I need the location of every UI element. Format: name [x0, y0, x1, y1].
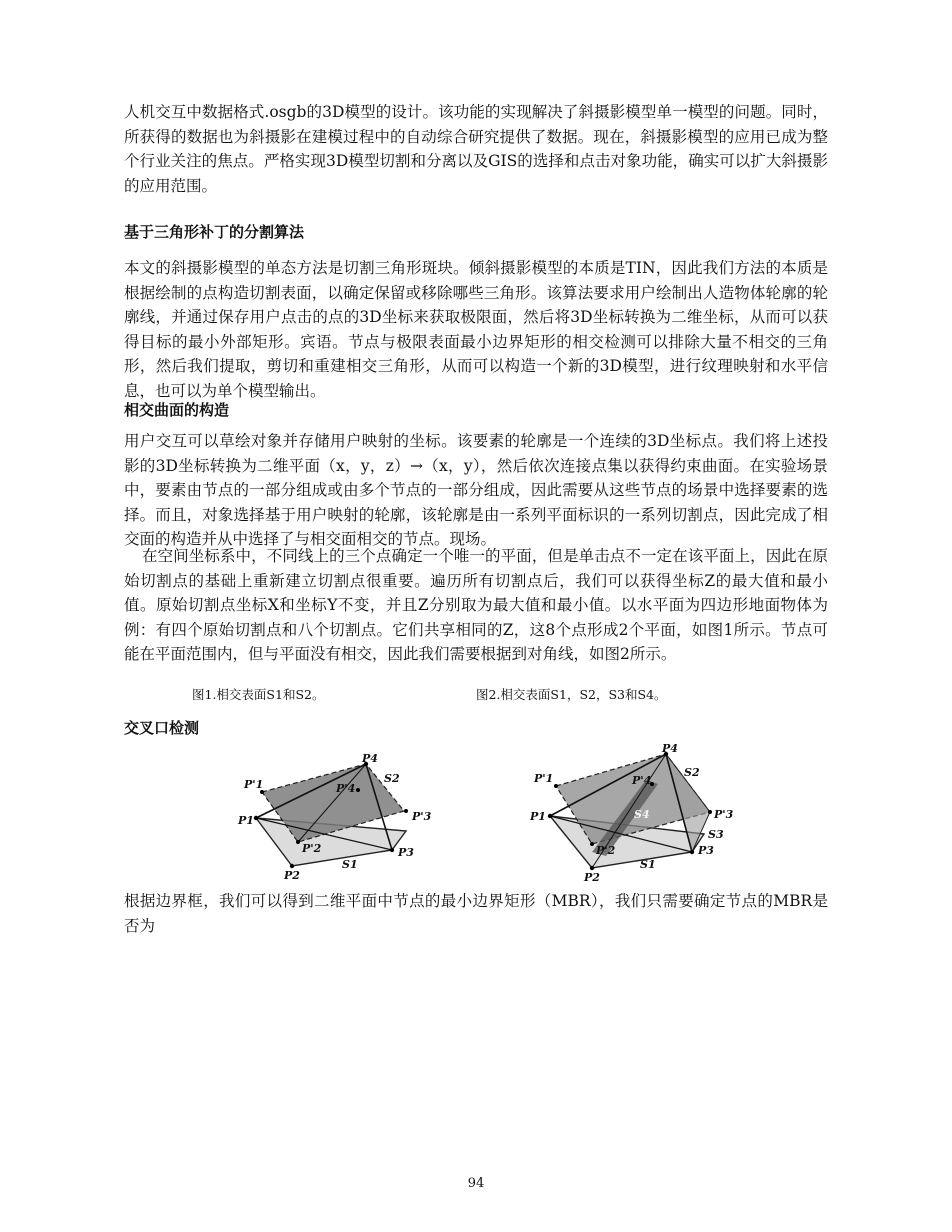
label-p2prime: P'2 [302, 842, 322, 855]
vertex-p3 [690, 850, 694, 854]
label-p1prime: P'1 [244, 778, 264, 791]
label-p4prime: P'4 [336, 782, 356, 795]
label-s3: S3 [708, 828, 724, 841]
figure-1-svg [236, 748, 446, 882]
label-p4: P4 [362, 752, 378, 765]
figure-1-diagram [236, 748, 446, 882]
section-heading-intersection-detection: 交叉口检测 [124, 719, 200, 737]
vertex-p3prime [708, 810, 712, 814]
label-p4: P4 [662, 742, 678, 755]
label-s1: S1 [640, 858, 656, 871]
vertex-p2prime [590, 842, 594, 846]
label-s4: S4 [634, 808, 650, 821]
label-p4prime: P'4 [632, 774, 652, 787]
vertex-p1 [548, 814, 552, 818]
page-number: 94 [467, 1176, 485, 1191]
paragraph-user-interaction: 用户交互可以草绘对象并存储用户映射的坐标。该要素的轮廓是一个连续的3D坐标点。我们将上述投影的3D坐标转换为二维平面（x，y，z）→（x，y），然后依次连接点集以获得约束曲面。在实验场景中，要素由节点的一部分组成或由多个节点的一部分组成，因此需要从这些节点的场景中选择要素的选择。而且，对象选择基于用户映射的轮廓，该轮廓是由一系列平面标识的一系列切割点，因此完成了相交面的构造并从中选择了与相交面相交的节点。现场。 [124, 432, 828, 548]
vertex-p2 [590, 866, 594, 870]
vertex-p1prime [554, 784, 558, 788]
vertex-p2prime [296, 840, 300, 844]
label-p3prime: P'3 [412, 810, 432, 823]
label-s1: S1 [342, 858, 358, 871]
figure-2-svg [528, 742, 748, 884]
vertex-p2 [290, 864, 294, 868]
paragraph-cutting-points: 在空间坐标系中，不同线上的三个点确定一个唯一的平面，但是单击点不一定在该平面上，因此在原始切割点的基础上重新建立切割点很重要。遍历所有切割点后，我们可以获得坐标Z的最大值和最小值。原始切割点坐标X和坐标Y不变，并且Z分别取为最大值和最小值。以水平面为四边形地面物体为例：有四个原始切割点和八个切割点。它们共享相同的Z，这8个点形成2个平面，如图1所示。节点可能在平面范围内，但与平面没有相交，因此我们需要根据到对角线，如图2所示。 [124, 547, 828, 663]
label-p3: P3 [698, 844, 714, 857]
paragraph-segmentation-method: 本文的斜摄影模型的单态方法是切割三角形斑块。倾斜摄影模型的本质是TIN，因此我们方法的本质是根据绘制的点构造切割表面，以确定保留或移除哪些三角形。该算法要求用户绘制出人造物体轮廓的轮廓线，并通过保存用户点击的点的3D坐标来获取极限面，然后将3D坐标转换为二维坐标，从而可以获得目标的最小外部矩形。宾语。节点与极限表面最小边界矩形的相交检测可以排除大量不相交的三角形，然后我们提取，剪切和重建相交三角形，从而可以构造一个新的3D模型，进行纹理映射和水平信息，也可以为单个模型输出。 [124, 259, 828, 400]
label-p3: P3 [398, 846, 414, 859]
vertex-p1 [254, 816, 258, 820]
vertex-p3 [390, 848, 394, 852]
section-heading-intersection-surface: 相交曲面的构造 [124, 401, 230, 419]
vertex-p4prime [356, 788, 360, 792]
label-p2: P2 [584, 871, 600, 884]
paragraph-mbr: 根据边界框，我们可以得到二维平面中节点的最小边界矩形（MBR），我们只需要确定节点的MBR是否为 [124, 892, 828, 935]
label-p1: P1 [530, 810, 546, 823]
label-s2: S2 [684, 766, 700, 779]
label-p1prime: P'1 [534, 772, 554, 785]
figure-1-caption: 图1.相交表面S1和S2。 [192, 687, 325, 702]
figure-2-caption: 图2.相交表面S1，S2，S3和S4。 [476, 687, 667, 702]
label-s2: S2 [384, 772, 400, 785]
label-p2prime: P'2 [596, 844, 616, 857]
label-p1: P1 [238, 814, 254, 827]
label-p2: P2 [284, 869, 300, 882]
vertex-p3prime [404, 809, 408, 813]
paragraph-intro-continued: 人机交互中数据格式.osgb的3D模型的设计。该功能的实现解决了斜摄影模型单一模型的问题。同时，所获得的数据也为斜摄影在建模过程中的自动综合研究提供了数据。现在，斜摄影模型的应用已成为整个行业关注的焦点。严格实现3D模型切割和分离以及GIS的选择和点击对象功能，确实可以扩大斜摄影的应用范围。 [124, 103, 828, 195]
figure-2-diagram [528, 742, 748, 884]
section-heading-segmentation: 基于三角形补丁的分割算法 [124, 223, 305, 241]
label-p3prime: P'3 [714, 808, 734, 821]
